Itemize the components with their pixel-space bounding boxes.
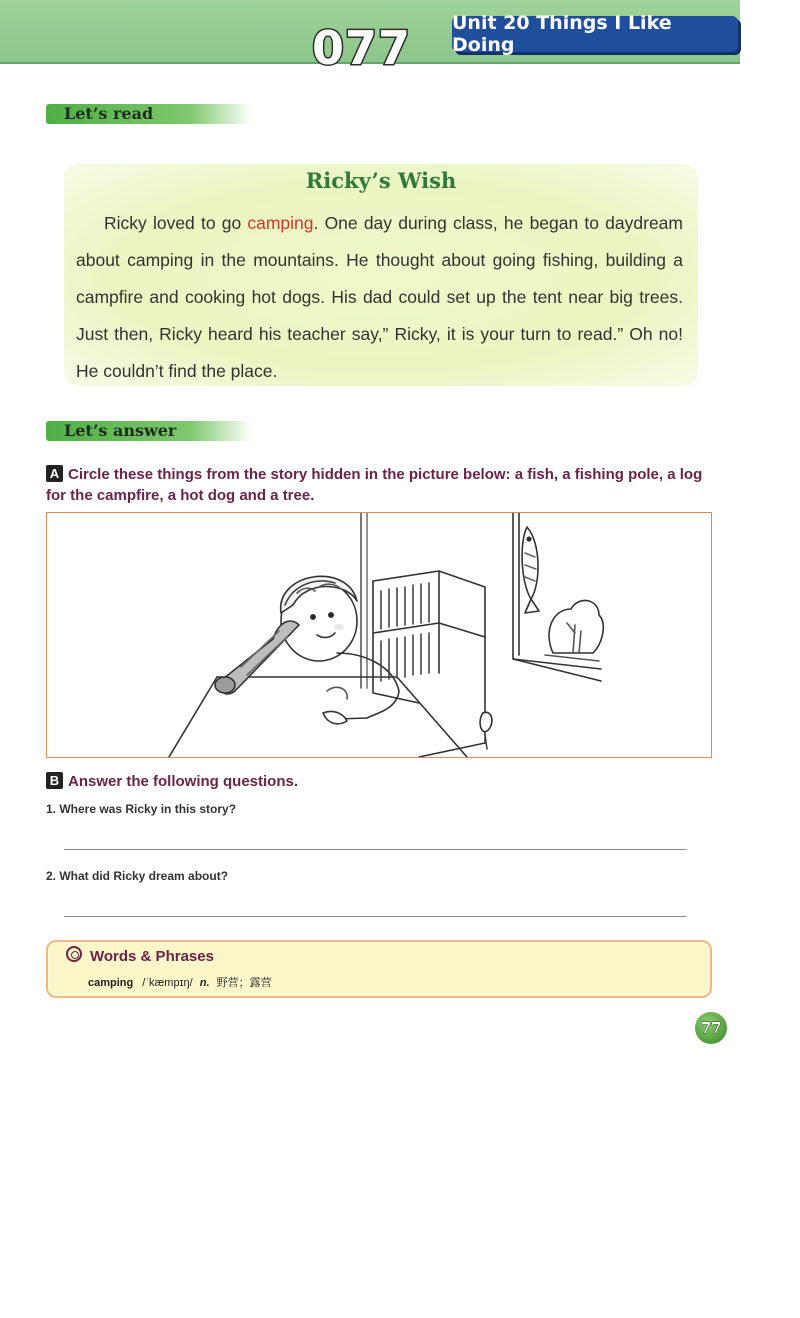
lets-answer-tag: Let’s answer <box>46 421 252 441</box>
passage-text-start: Ricky loved to go <box>104 213 248 233</box>
question-1: 1. Where was Ricky in this story? <box>46 802 237 816</box>
section-a-badge: A <box>46 465 63 482</box>
section-b-badge: B <box>46 772 63 789</box>
passage-text-rest: . One day during class, he began to daydream about camping in the mountains. He thought about going fishing, building a campfire and cooking hot dogs. His dad could set up the tent near big trees. Just then, Ricky heard his teacher say,” Ricky, it is your turn to read.” Oh no! He couldn’t find the place. <box>76 213 683 381</box>
question-2: 2. What did Ricky dream about? <box>46 869 229 883</box>
words-phrases-title <box>66 946 214 965</box>
passage-keyword: camping <box>247 213 314 233</box>
vocabulary-entry <box>88 974 272 990</box>
vocab-meaning: 野营；露营 <box>216 977 272 989</box>
passage-text <box>76 205 683 390</box>
vocab-phonetic: /ˈkæmpɪŋ/ <box>142 977 193 989</box>
target-circle-icon <box>66 946 82 962</box>
page-number-badge: 77 <box>695 1012 727 1044</box>
section-a-instruction <box>46 464 716 506</box>
section-b-instruction <box>46 771 716 792</box>
unit-title: Unit 20 Things I Like Doing <box>452 12 672 56</box>
answer-line-2[interactable] <box>64 916 686 917</box>
lesson-number: 077 <box>312 21 412 75</box>
section-a-text: Circle these things from the story hidden in the picture below: a fish, a fishing pole, a log for the campfire, a hot dog and a tree. <box>46 466 703 504</box>
words-phrases-label: Words & Phrases <box>90 948 214 965</box>
lets-read-tag: Let’s read <box>46 104 252 124</box>
vocab-word: camping <box>88 977 134 989</box>
classroom-illustration <box>47 513 711 757</box>
passage-title: Ricky’s Wish <box>305 168 457 193</box>
vocab-part-of-speech: n. <box>199 977 210 989</box>
unit-title-tab <box>452 12 738 56</box>
answer-line-1[interactable] <box>64 849 686 850</box>
section-b-text: Answer the following questions. <box>68 773 299 790</box>
hidden-objects-picture[interactable] <box>46 512 712 758</box>
